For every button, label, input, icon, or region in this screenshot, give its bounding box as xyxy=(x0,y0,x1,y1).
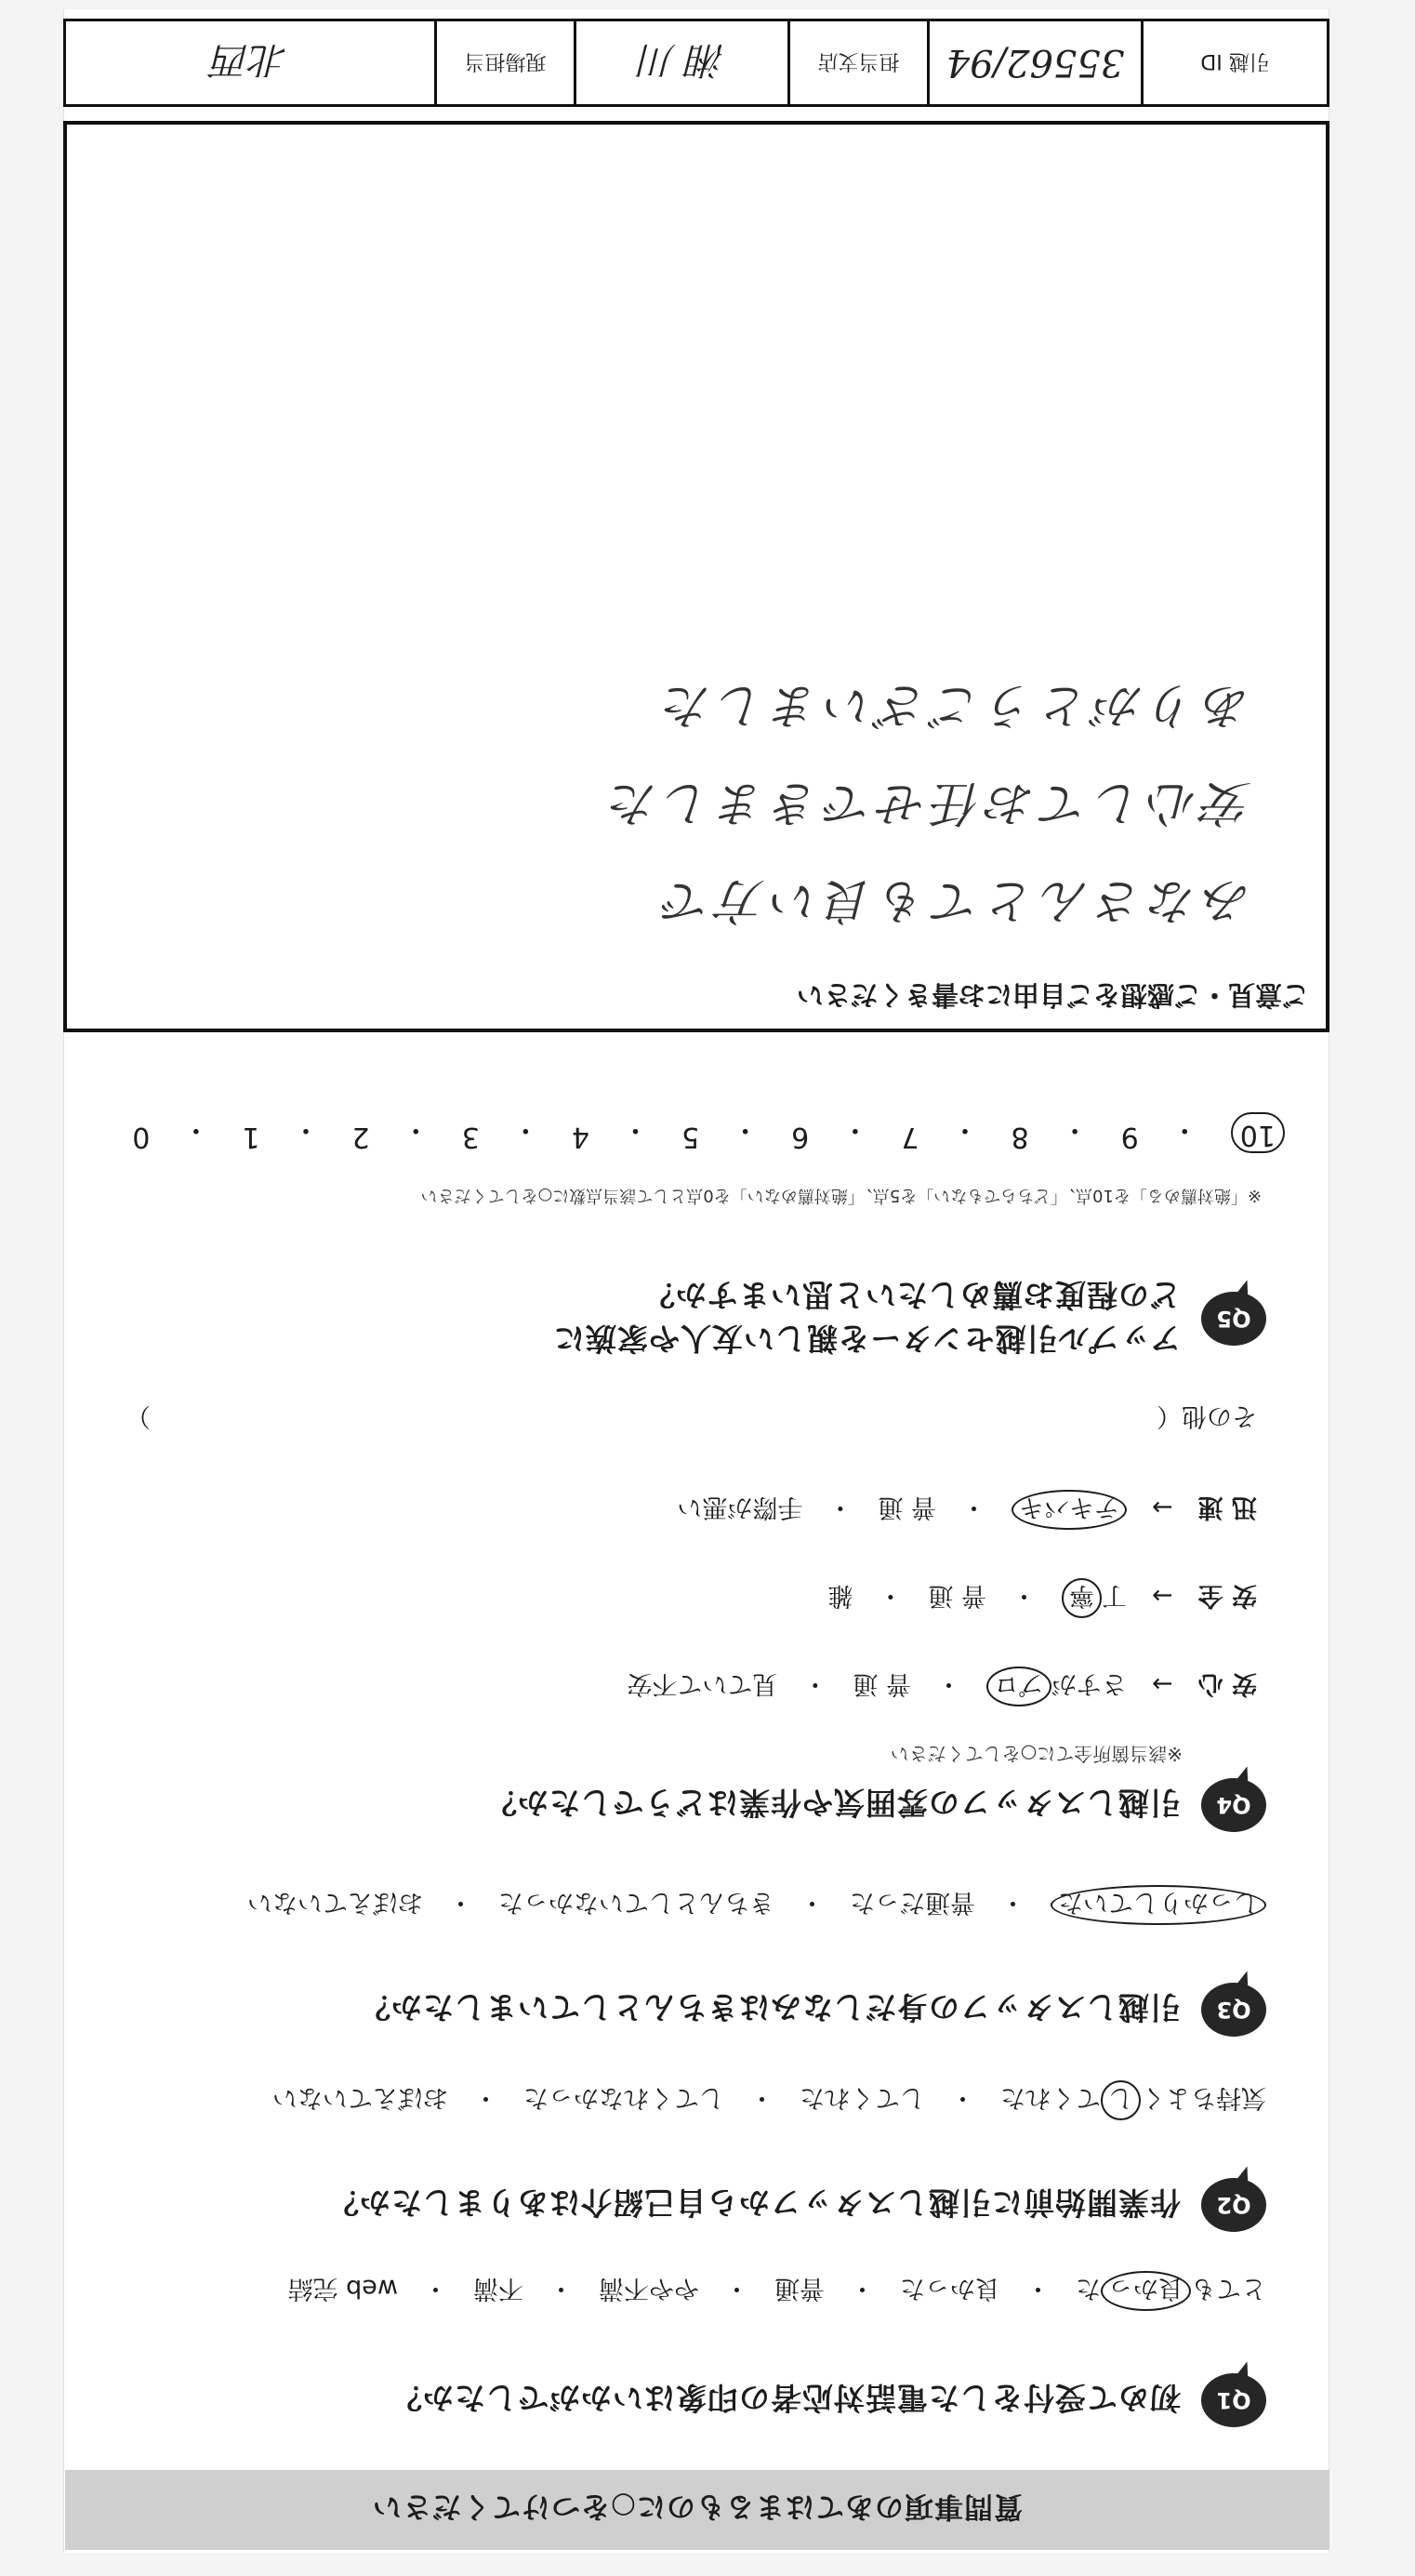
q4-row-prefix: → xyxy=(1126,1493,1173,1521)
scale-dot: ・ xyxy=(292,1113,321,1146)
scale-dot: ・ xyxy=(511,1113,540,1146)
scale-dot: ・ xyxy=(1061,1113,1090,1146)
q4-selected-option: 寧 xyxy=(1062,1578,1102,1618)
q2-options-rest: てくれた ・ してくれた ・ してくれなかった ・ おぼえていない xyxy=(272,2083,1101,2112)
q2-selected-option: し xyxy=(1101,2080,1141,2120)
scale-selected: 10 xyxy=(1231,1112,1285,1153)
q4-row-label: 安 全 xyxy=(1197,1581,1257,1610)
q3-options xyxy=(0,1885,1266,1925)
scale-value: 2 xyxy=(351,1121,370,1153)
scale-value: 3 xyxy=(461,1121,480,1153)
id-label: 引越 ID xyxy=(1141,21,1327,104)
q2-option-prefix: 気持ちよく xyxy=(1141,2083,1266,2112)
q4-other-label: その他（ xyxy=(1157,1401,1257,1430)
q1-options xyxy=(0,2271,1266,2311)
instruction-band xyxy=(65,2470,1329,2550)
comment-line-2: 安心してお任せできました xyxy=(603,775,1251,830)
scale-value: 1 xyxy=(242,1121,260,1153)
q4-selected-option: プロ xyxy=(986,1666,1051,1706)
scale-dot: ・ xyxy=(181,1113,210,1146)
q4-row-label: 迅 速 xyxy=(1197,1493,1257,1521)
q4-row-anzen xyxy=(0,1578,1257,1618)
q3-selected-option: しっかりしていた xyxy=(1051,1885,1266,1925)
q4-row-rest: ・ 普 通 ・ 雑 xyxy=(827,1581,1062,1610)
scale-dot: ・ xyxy=(840,1113,869,1146)
scale-value: 8 xyxy=(1011,1121,1029,1153)
scale-dot: ・ xyxy=(621,1113,650,1146)
q5-text-line1: アップル引越センターを親しい友人や家族に xyxy=(552,1321,1181,1357)
q3-options-rest: ・ 普通だった ・ きちんとしていなかった ・ おぼえていない xyxy=(247,1888,1051,1917)
q5-scale xyxy=(76,1112,1285,1153)
q2-badge: Q2 xyxy=(1201,2178,1266,2232)
q1-option-prefix: とても xyxy=(1191,2274,1266,2303)
scale-dot: ・ xyxy=(1170,1113,1199,1146)
id-value: 35562/94 xyxy=(927,21,1141,104)
q4-row-rest: ・ 普 通 ・ 手際が悪い xyxy=(677,1493,1012,1521)
q4-text: 引越しスタッフの雰囲気や作業はどうでしたか？ xyxy=(485,1785,1181,1822)
scale-value: 7 xyxy=(901,1121,919,1153)
scale-value: 6 xyxy=(791,1121,810,1153)
q4-row-rest: ・ 普 通 ・ 見ていて不安 xyxy=(627,1669,986,1698)
question-q4 xyxy=(485,1778,1266,1832)
scale-value: 0 xyxy=(132,1121,151,1153)
comment-line-3: ありがとうございました xyxy=(657,677,1251,733)
question-q1 xyxy=(390,2373,1266,2427)
scale-dot: ・ xyxy=(950,1113,979,1146)
q4-other xyxy=(0,1401,1257,1437)
leader-value: 北西 xyxy=(213,38,287,81)
q4-row-prefix: → 丁 xyxy=(1101,1581,1173,1610)
q1-options-rest: た ・ 良かった ・ 普通 ・ やや不満 ・ 不満 ・ web 完結 xyxy=(287,2274,1101,2303)
instruction-text: 質問事項のあてはまるものに○をつけてください xyxy=(371,2490,1024,2524)
branch-value: 湘 川 xyxy=(574,21,787,104)
question-q3 xyxy=(359,1983,1266,2037)
leader-label: 現場担当 xyxy=(434,21,574,104)
q1-text: 初めて受付をした電話対応者の印象はいかがでしたか？ xyxy=(390,2380,1181,2417)
q5-text xyxy=(553,1275,1181,1362)
scale-dot: ・ xyxy=(731,1113,760,1146)
q5-note: ※「絶対薦める」を10点、「どちらでもない」を5点、「絶対薦めない」を0点として該当点数に○をしてください xyxy=(420,1186,1262,1205)
q2-text: 作業開始前に引越しスタッフから自己紹介はありましたか？ xyxy=(327,2184,1181,2222)
question-q2 xyxy=(327,2178,1266,2232)
q4-selected-option: テキパキ xyxy=(1012,1490,1127,1530)
comment-heading: ご意見・ご感想をご自由にお書きください xyxy=(796,979,1309,1011)
q4-badge: Q4 xyxy=(1201,1778,1266,1832)
scale-dot: ・ xyxy=(402,1113,430,1146)
scale-value: 4 xyxy=(571,1121,589,1153)
footer-table xyxy=(63,19,1329,107)
q4-other-close: ） xyxy=(126,1401,151,1430)
comment-line-1: みなさんとても良い方で xyxy=(657,872,1251,928)
comment-box xyxy=(63,121,1329,1032)
branch-label: 担当支店 xyxy=(787,21,927,104)
scale-value: 9 xyxy=(1120,1121,1139,1153)
question-q5 xyxy=(553,1275,1266,1362)
q4-row-jinsoku xyxy=(0,1490,1257,1530)
q3-badge: Q3 xyxy=(1201,1983,1266,2037)
q4-row-anshin xyxy=(0,1666,1257,1706)
q4-row-label: 安 心 xyxy=(1197,1669,1257,1698)
q1-badge: Q1 xyxy=(1201,2373,1266,2427)
scale-value: 5 xyxy=(681,1121,700,1153)
q1-selected-option: 良かっ xyxy=(1101,2271,1191,2311)
q4-row-prefix: → さすが xyxy=(1051,1669,1173,1698)
q2-options xyxy=(0,2080,1266,2120)
q4-note: ※該当箇所全てに○をしてください xyxy=(890,1743,1183,1765)
q5-text-line2: どの程度お薦めしたいと思いますか？ xyxy=(643,1277,1181,1313)
q5-badge: Q5 xyxy=(1201,1292,1266,1346)
q3-text: 引越しスタッフの身だしなみはきちんとしていましたか？ xyxy=(359,1989,1181,2026)
